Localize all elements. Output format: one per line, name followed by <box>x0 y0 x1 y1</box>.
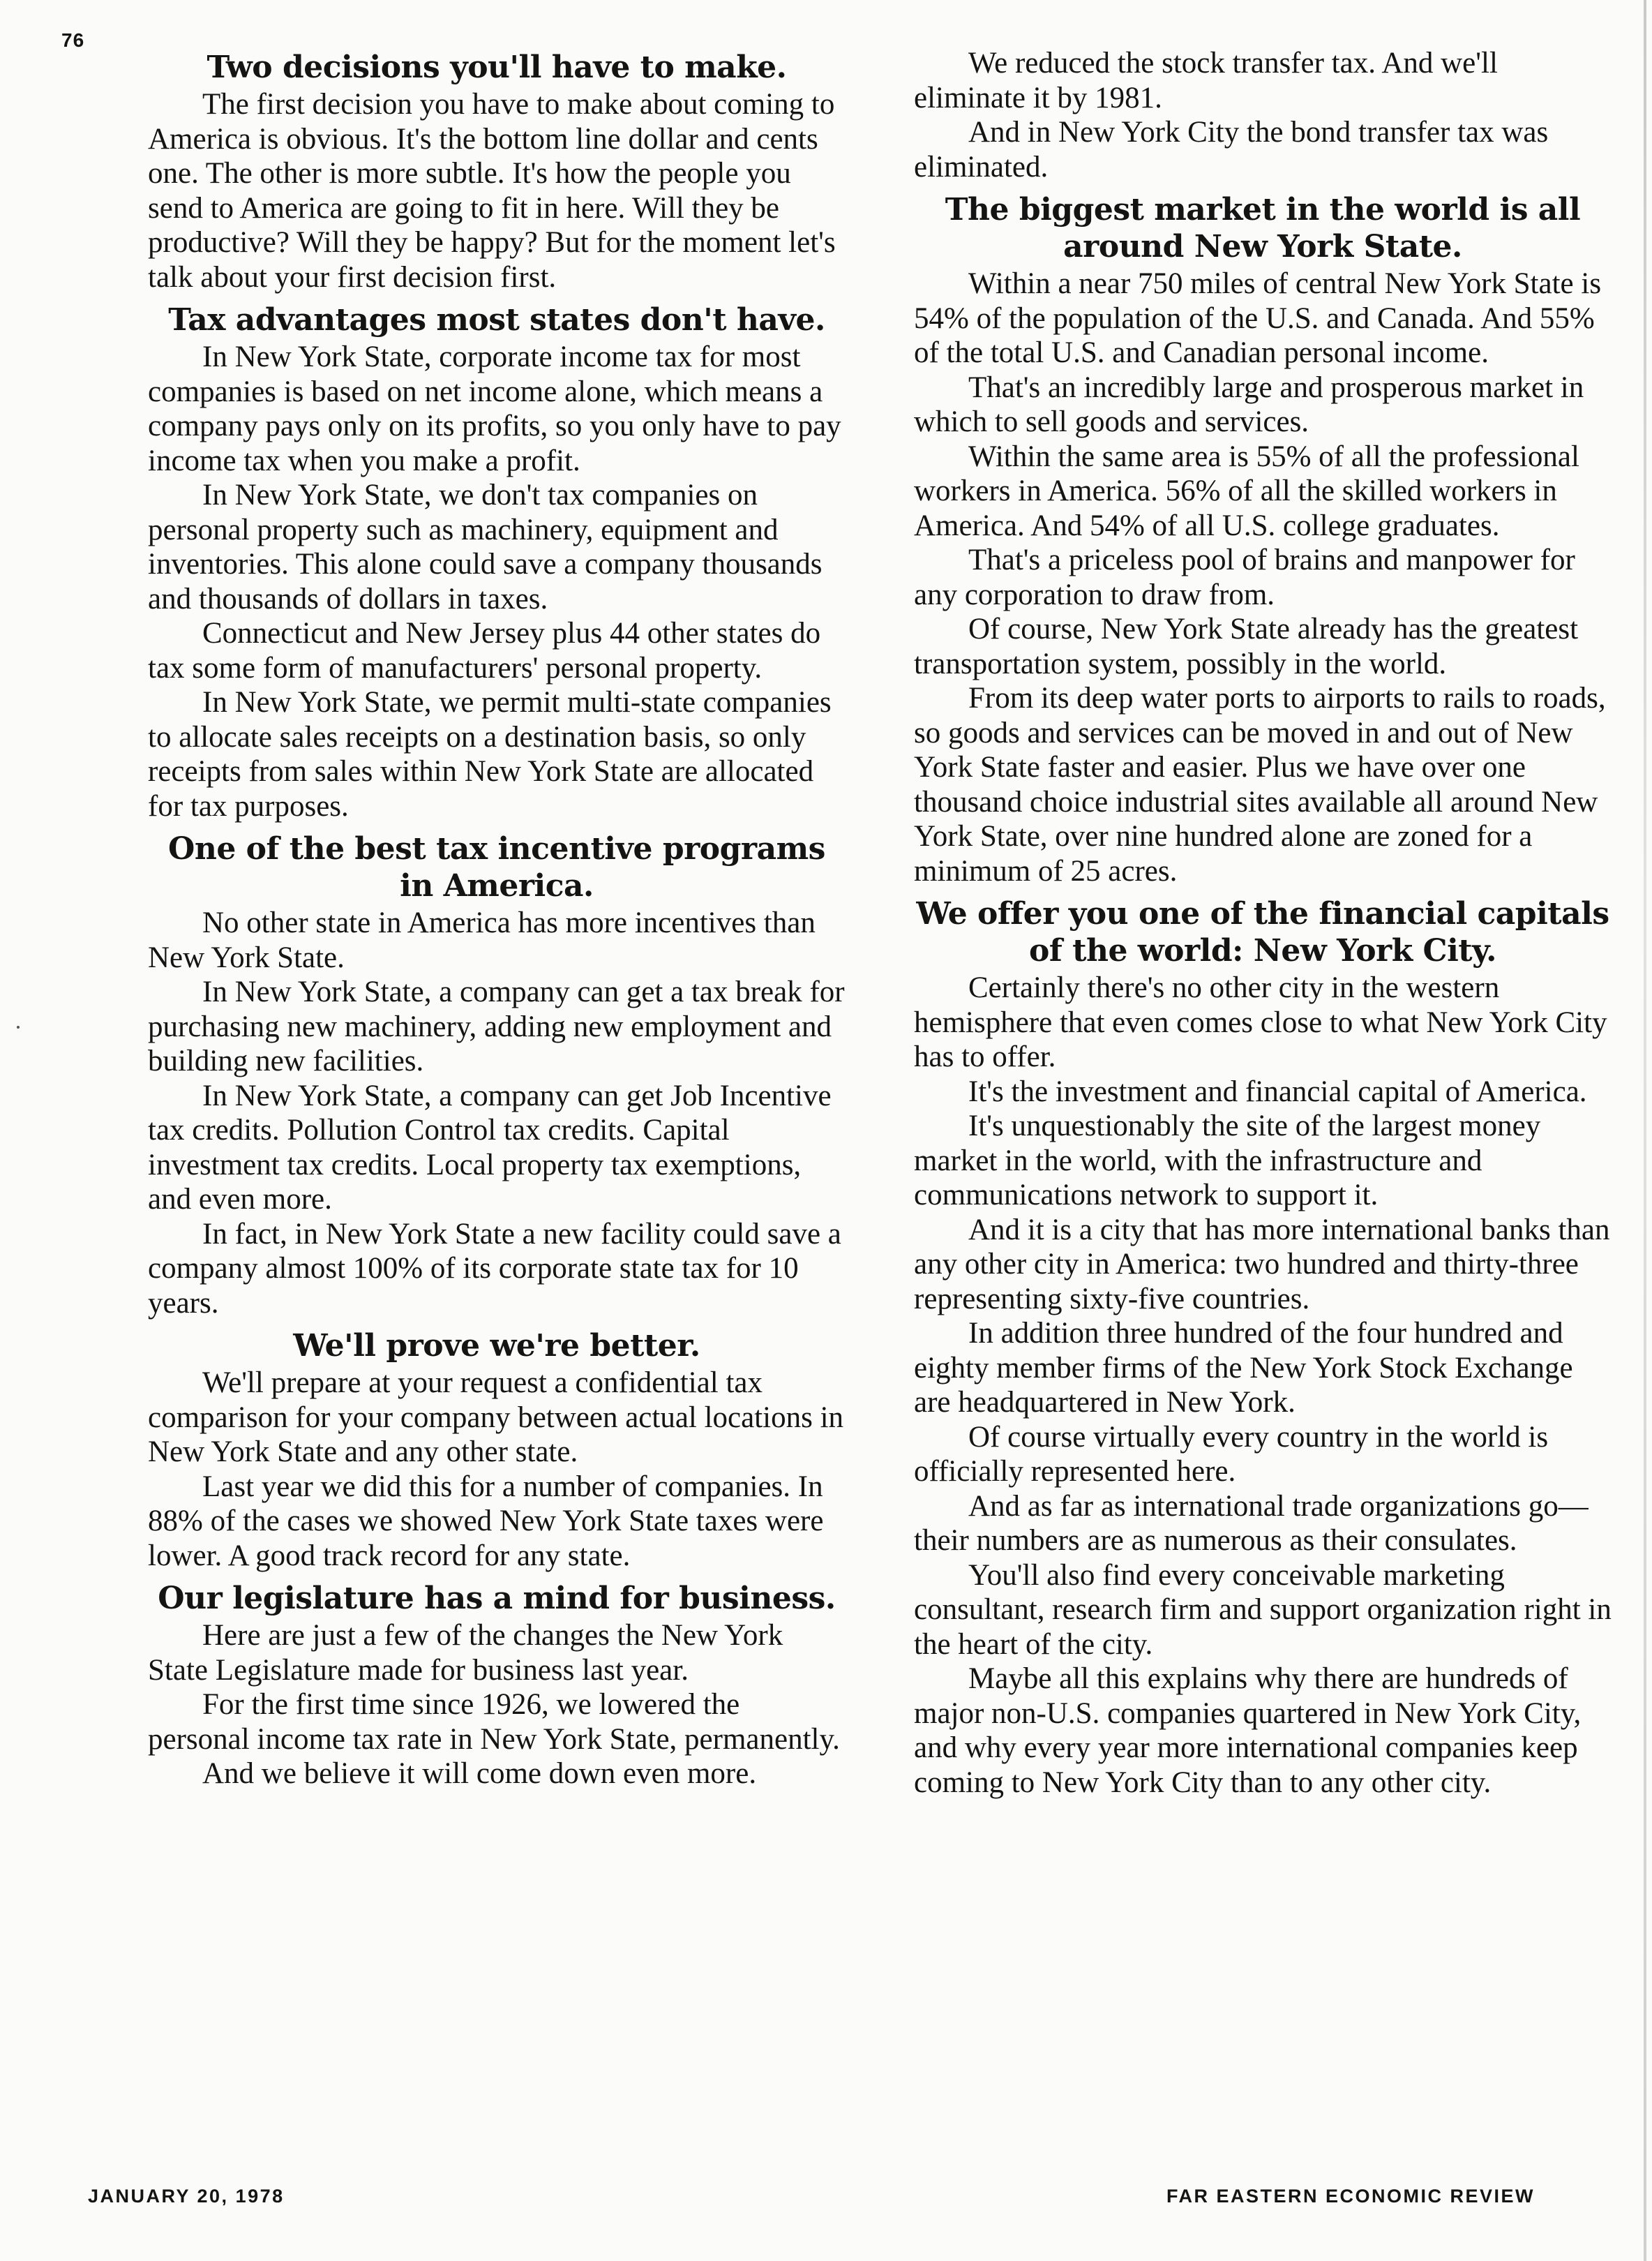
body-paragraph: In New York State, a company can get Job Incentive tax credits. Pollution Control tax credits. Capital investment tax credits. Local property tax exemptions, and even more. <box>148 1079 832 1216</box>
page-number: 76 <box>61 29 85 51</box>
left-column <box>148 46 846 1791</box>
body-paragraph: We'll prepare at your request a confidential tax comparison for your company between actual locations in New York State and any other state. <box>148 1366 844 1468</box>
body-paragraph: In fact, in New York State a new facility could save a company almost 100% of its corporate state tax for 10 years. <box>148 1217 841 1320</box>
footer-date: JANUARY 20, 1978 <box>88 2186 285 2207</box>
body-paragraph: It's the investment and financial capital of America. <box>968 1075 1587 1108</box>
body-paragraph: Certainly there's no other city in the western hemisphere that even comes close to what New York City has to offer. <box>914 971 1607 1073</box>
body-paragraph: Maybe all this explains why there are hundreds of major non-U.S. companies quartered in New York City, and why every year more international companies keep coming to New York City than to any other city. <box>914 1662 1582 1799</box>
body-paragraph: In New York State, a company can get a tax break for purchasing new machinery, adding new employment and building new facilities. <box>148 976 845 1077</box>
body-paragraph: That's a priceless pool of brains and manpower for any corporation to draw from. <box>914 544 1575 611</box>
body-paragraph: In New York State, corporate income tax for most companies is based on net income alone, which means a company pays only on its profits, so you only have to pay income tax when you make a profit. <box>148 341 841 477</box>
footer-publication: FAR EASTERN ECONOMIC REVIEW <box>1166 2186 1535 2207</box>
body-paragraph: Connecticut and New Jersey plus 44 other states do tax some form of manufacturers' personal property. <box>148 617 821 685</box>
body-paragraph: You'll also find every conceivable marketing consultant, research firm and support organization right in the heart of the city. <box>914 1558 1612 1661</box>
body-paragraph: From its deep water ports to airports to rails to roads, so goods and services can be moved in and out of New York State faster and easier. Plus we have over one thousand choice industrial sites available all around New York State, over nine hundred alone are zoned for a minimum of 25 acres. <box>914 682 1606 888</box>
body-paragraph: It's unquestionably the site of the largest money market in the world, with the infrastructure and communications network to support it. <box>914 1110 1541 1211</box>
body-paragraph: In New York State, we permit multi-state companies to allocate sales receipts on a destination basis, so only receipts from sales within New York State are allocated for tax purposes. <box>148 686 832 823</box>
body-paragraph: In addition three hundred of the four hundred and eighty member firms of the New York Stock Exchange are headquartered in New York. <box>914 1317 1573 1419</box>
section-heading: Tax advantages most states don't have. <box>168 302 825 338</box>
body-paragraph: Of course, New York State already has the greatest transportation system, possibly in the world. <box>914 613 1579 680</box>
body-paragraph: Of course virtually every country in the world is officially represented here. <box>914 1420 1549 1488</box>
body-paragraph: In New York State, we don't tax companies on personal property such as machinery, equipment and inventories. This alone could save a company thousands and thousands of dollars in taxes. <box>148 479 823 615</box>
page-edge-shadow <box>1644 0 1646 2261</box>
body-paragraph: No other state in America has more incentives than New York State. <box>148 906 816 974</box>
body-paragraph: Here are just a few of the changes the New York State Legislature made for business last year. <box>148 1619 783 1687</box>
body-paragraph: And as far as international trade organizations go—their numbers are as numerous as their consulates. <box>914 1489 1589 1557</box>
section-heading: We offer you one of the financial capitals of the world: New York City. <box>916 896 1609 969</box>
body-paragraph: And we believe it will come down even more. <box>202 1757 757 1790</box>
body-paragraph: We reduced the stock transfer tax. And we'll eliminate it by 1981. <box>914 47 1498 114</box>
body-paragraph: That's an incredibly large and prosperous market in which to sell goods and services. <box>914 371 1584 438</box>
scan-speck <box>17 1026 20 1029</box>
section-heading: Our legislature has a mind for business. <box>158 1581 836 1616</box>
body-paragraph: And it is a city that has more international banks than any other city in America: two hundred and thirty-three representing sixty-five countries. <box>914 1213 1610 1315</box>
body-paragraph: Last year we did this for a number of companies. In 88% of the cases we showed New York State taxes were lower. A good track record for any state. <box>148 1470 824 1572</box>
right-column <box>914 46 1612 1800</box>
section-heading: One of the best tax incentive programs in America. <box>168 831 825 904</box>
body-paragraph: For the first time since 1926, we lowered the personal income tax rate in New York State, permanently. <box>148 1688 840 1756</box>
section-heading: We'll prove we're better. <box>293 1328 700 1364</box>
body-paragraph: And in New York City the bond transfer tax was eliminated. <box>914 116 1549 184</box>
body-paragraph: Within the same area is 55% of all the professional workers in America. 56% of all the skilled workers in America. And 54% of all U.S. college graduates. <box>914 440 1579 542</box>
body-paragraph: The first decision you have to make about coming to America is obvious. It's the bottom line dollar and cents one. The other is more subtle. It's how the people you send to America are going to fit in here. Will they be productive? Will they be happy? But for the moment let's talk about your first decision first. <box>148 88 836 294</box>
body-paragraph: Within a near 750 miles of central New York State is 54% of the population of the U.S. and Canada. And 55% of the total U.S. and Canadian personal income. <box>914 267 1602 369</box>
section-heading: Two decisions you'll have to make. <box>206 50 787 85</box>
section-heading: The biggest market in the world is all around New York State. <box>945 192 1581 264</box>
